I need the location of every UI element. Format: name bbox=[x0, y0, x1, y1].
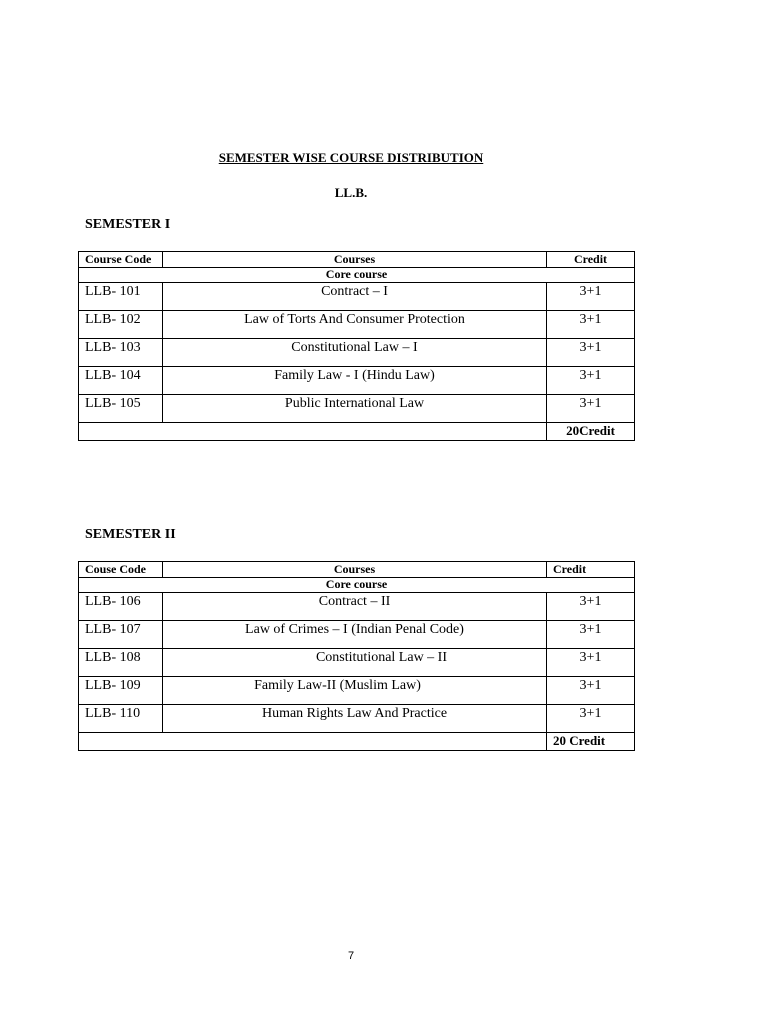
course-code: LLB- 106 bbox=[79, 593, 163, 621]
column-header-courses: Courses bbox=[163, 562, 547, 578]
course-credit: 3+1 bbox=[547, 395, 635, 423]
course-name: Contract – I bbox=[163, 283, 547, 311]
total-spacer bbox=[79, 733, 547, 751]
course-name: Constitutional Law – I bbox=[163, 339, 547, 367]
course-code: LLB- 105 bbox=[79, 395, 163, 423]
course-name: Public International Law bbox=[163, 395, 547, 423]
core-course-row bbox=[79, 268, 635, 283]
total-spacer bbox=[79, 423, 547, 441]
semester-1-heading: SEMESTER I bbox=[85, 217, 171, 232]
course-credit: 3+1 bbox=[547, 283, 635, 311]
column-header-code: Couse Code bbox=[79, 562, 163, 578]
semester-2-table bbox=[78, 561, 635, 751]
course-name: Family Law - I (Hindu Law) bbox=[163, 367, 547, 395]
table-row bbox=[79, 367, 635, 395]
course-code: LLB- 107 bbox=[79, 621, 163, 649]
course-credit: 3+1 bbox=[547, 649, 635, 677]
total-credit: 20 Credit bbox=[547, 733, 635, 751]
table-header-row bbox=[79, 562, 635, 578]
course-code: LLB- 103 bbox=[79, 339, 163, 367]
course-credit: 3+1 bbox=[547, 367, 635, 395]
document-title: SEMESTER WISE COURSE DISTRIBUTION bbox=[218, 150, 484, 165]
core-course-label: Core course bbox=[79, 268, 635, 283]
semester-2-heading: SEMESTER II bbox=[85, 527, 176, 542]
total-row bbox=[79, 733, 635, 751]
course-credit: 3+1 bbox=[547, 339, 635, 367]
semester-1-table bbox=[78, 251, 635, 441]
column-header-courses: Courses bbox=[163, 252, 547, 268]
course-credit: 3+1 bbox=[547, 593, 635, 621]
document-subtitle: LL.B. bbox=[334, 185, 368, 200]
course-code: LLB- 104 bbox=[79, 367, 163, 395]
course-credit: 3+1 bbox=[547, 677, 635, 705]
course-credit: 3+1 bbox=[547, 705, 635, 733]
course-name: Law of Torts And Consumer Protection bbox=[163, 311, 547, 339]
table-row bbox=[79, 593, 635, 621]
course-name: Family Law-II (Muslim Law) bbox=[163, 677, 547, 705]
table-row bbox=[79, 283, 635, 311]
course-code: LLB- 110 bbox=[79, 705, 163, 733]
total-credit: 20Credit bbox=[547, 423, 635, 441]
table-row bbox=[79, 395, 635, 423]
course-name: Human Rights Law And Practice bbox=[163, 705, 547, 733]
core-course-row bbox=[79, 578, 635, 593]
page-number: 7 bbox=[347, 950, 355, 962]
table-row bbox=[79, 621, 635, 649]
total-row bbox=[79, 423, 635, 441]
table-row bbox=[79, 705, 635, 733]
table-header-row bbox=[79, 252, 635, 268]
table-row bbox=[79, 311, 635, 339]
course-code: LLB- 108 bbox=[79, 649, 163, 677]
column-header-credit: Credit bbox=[547, 252, 635, 268]
course-code: LLB- 101 bbox=[79, 283, 163, 311]
course-code: LLB- 109 bbox=[79, 677, 163, 705]
core-course-label: Core course bbox=[79, 578, 635, 593]
table-row bbox=[79, 339, 635, 367]
column-header-code: Course Code bbox=[79, 252, 163, 268]
course-credit: 3+1 bbox=[547, 311, 635, 339]
table-row bbox=[79, 677, 635, 705]
course-credit: 3+1 bbox=[547, 621, 635, 649]
table-row bbox=[79, 649, 635, 677]
course-name: Contract – II bbox=[163, 593, 547, 621]
course-name: Constitutional Law – II bbox=[163, 649, 547, 677]
column-header-credit: Credit bbox=[547, 562, 635, 578]
course-code: LLB- 102 bbox=[79, 311, 163, 339]
course-name: Law of Crimes – I (Indian Penal Code) bbox=[163, 621, 547, 649]
